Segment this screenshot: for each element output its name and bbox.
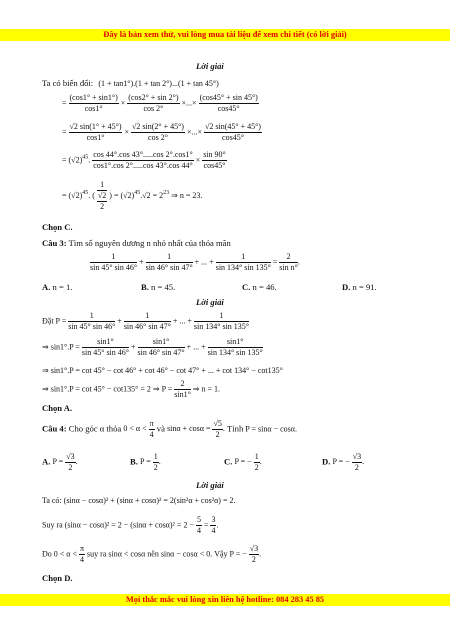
option-label: D. — [342, 282, 351, 292]
q3-option-b — [141, 282, 175, 292]
q3-step4: ⇒ sin1°.P = cot 45° − cot135° = 2 ⇒ P = $\frac{2}{\sin 1^\circ}$ ⇒ n = 1. — [42, 379, 221, 399]
q2-intro: Ta có biến đổi: (1 + tan1°).(1 + tan 2°)...(1 + tan 45°) — [42, 78, 219, 88]
solution-heading: Lời giải — [196, 480, 224, 490]
option-label: C. — [242, 282, 251, 292]
q2-line2: = $\frac{√2 \sin(1^\circ + 45^\circ)}{\cos 1^\circ}$ × $\frac{√2 \sin(2^\circ + 45^\circ)}{\cos 2^\circ}$ ×...× $\frac{√2 \sin(45^\circ + 45^\circ)}{\cos 45^\circ}$ — [62, 122, 261, 142]
q2-line4: = $(√2)^{45}$. ( $\frac{1}{\frac{√2}{2}}$ ) = $(√2)^{45}.√2 = 2^{23}$ ⇒ n = 23. — [62, 180, 203, 211]
q4-option-c: C. P = − $\frac{1}{2}$ . — [224, 452, 262, 472]
q2-intro-text: Ta có biến đổi: — [42, 78, 94, 88]
q4-label: Câu 4: — [42, 423, 67, 434]
option-value: n = 45. — [151, 282, 176, 292]
q3-question — [42, 238, 231, 248]
q4-choice: Chọn D. — [42, 573, 73, 583]
option-value: n = 46. — [252, 282, 277, 292]
q4-step2: Suy ra (sinα − cosα)² = 2 − (sinα + cosα)² = 2 − $\frac{5}{4}$ = $\frac{3}{4}$ . — [42, 515, 219, 535]
q3-label: Câu 3: — [42, 238, 67, 248]
q3-text: Tìm số nguyên dương n nhỏ nhất của thỏa mãn — [68, 238, 231, 248]
option-label: A. — [42, 282, 51, 292]
q3-step2: ⇒ sin1°.P = $\frac{\sin 1^\circ}{\sin 45^\circ \sin 46^\circ}$ + $\frac{\sin 1^\circ}{\sin 46^\circ \sin 47^\circ}$ + ... + $\frac{\sin 1^\circ}{\sin 134^\circ \sin 135^\circ}$ — [42, 337, 263, 357]
q3-step1: Đặt P = $\frac{1}{\sin 45^\circ \sin 46^\circ}$ + $\frac{1}{\sin 46^\circ \sin 47^\circ}$ + ... + $\frac{1}{\sin 134^\circ \sin 135^\circ}$ — [42, 311, 249, 331]
q3-option-a — [42, 282, 72, 292]
q4-question: Câu 4: Cho góc α thỏa 0 < α < $\frac{\pi}{4}$ và sinα + cosα = $\frac{√5}{2}$ . Tính P = sinα − cosα. — [42, 419, 297, 439]
solution-heading: Lời giải — [196, 297, 224, 307]
preview-banner: Đây là bản xem thử, vui lòng mua tài liệu để xem chi tiết (có lời giải) — [0, 29, 450, 41]
q3-step3: ⇒ sin1°.P = cot 45° − cot 46° + cot 46° − cot 47° + ... + cot 134° − cot135° — [42, 366, 283, 375]
solution-heading: Lời giải — [196, 61, 224, 71]
option-label: B. — [130, 456, 138, 467]
q3-option-d — [342, 282, 377, 292]
option-label: B. — [141, 282, 149, 292]
option-label: C. — [224, 456, 233, 467]
q2-choice: Chọn C. — [42, 222, 73, 232]
q4-option-b: B. P = $\frac{1}{2}$ . — [130, 452, 161, 472]
option-label: D. — [322, 456, 331, 467]
q4-step1: Ta có: (sinα − cosα)² + (sinα + cosα)² = 2(sin²α + cos²α) = 2. — [42, 496, 236, 505]
q3-option-c — [242, 282, 277, 292]
q2-line3: = $(√2)^{45}$. $\frac{\cos 44^\circ.\cos 43^\circ.....\cos 2^\circ.\cos 1^\circ}{\cos 1^\circ.\cos 2^\circ.....\cos 43^\circ.\cos 44^\circ}$ × $\frac{\sin 90^\circ}{\cos 45^\circ}$ — [62, 150, 226, 170]
q4-step3: Do 0 < α < $\frac{\pi}{4}$ suy ra sinα < cosα nên sinα − cosα < 0. Vậy P = − $\frac{√3}{2}$ . — [42, 544, 262, 564]
option-label: A. — [42, 456, 51, 467]
q4-option-a: A. P = $\frac{√3}{2}$ . — [42, 452, 78, 472]
q3-choice: Chọn A. — [42, 403, 73, 413]
q2-line1: = $\frac{(\cos 1^\circ + \sin 1^\circ)}{\cos 1^\circ}$ × $\frac{(\cos 2^\circ + \sin 2^\circ)}{\cos 2^\circ}$ ×...× $\frac{(\cos 45^\circ + \sin 45^\circ)}{\cos 45^\circ}$ — [62, 93, 258, 113]
option-value: n = 1. — [52, 282, 73, 292]
option-value: n = 91. — [352, 282, 377, 292]
hotline-banner: Mọi thắc mắc vui lòng xin liên hệ hotline: 084 283 45 85 — [0, 594, 450, 606]
q3-equation: $\frac{1}{\sin 45^\circ \sin 46^\circ}$ + $\frac{1}{\sin 46^\circ \sin 47^\circ}$ + ... + $\frac{1}{\sin 134^\circ \sin 135^\circ}$ = $\frac{2}{\text{sin n°}}$ . — [90, 252, 300, 272]
q4-option-d: D. P = − $\frac{√3}{2}$ . — [322, 452, 365, 472]
